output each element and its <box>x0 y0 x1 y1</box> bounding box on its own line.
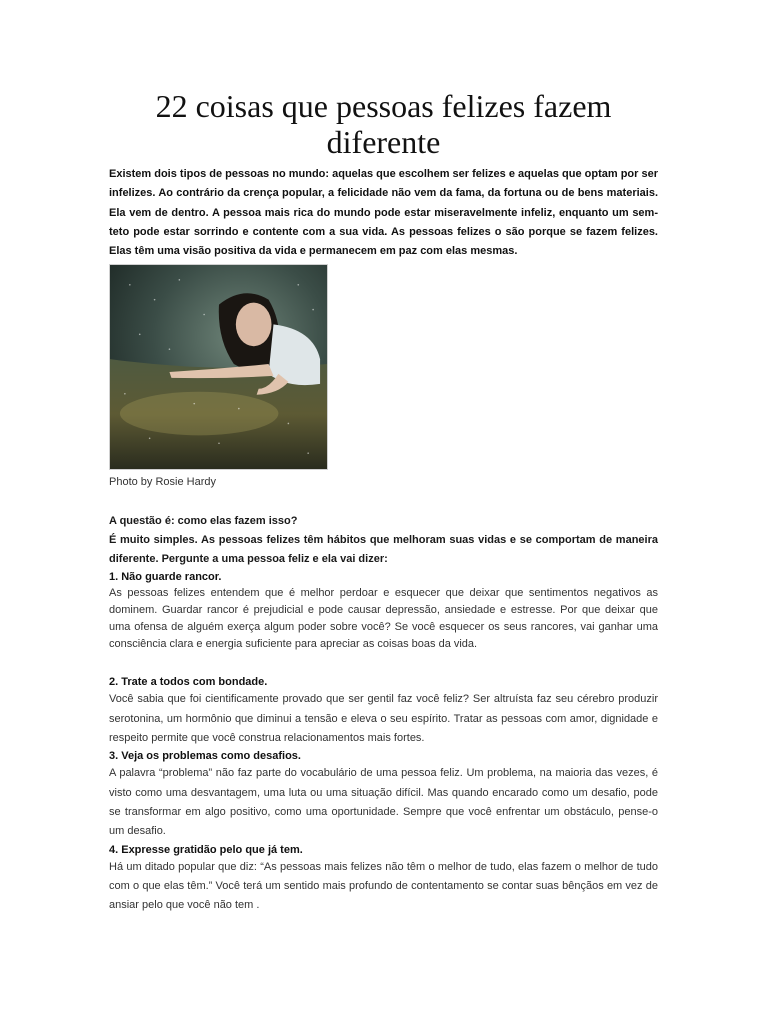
item-text: Há um ditado popular que diz: “As pessoas mais felizes não têm o melhor de tudo, elas fazem o melhor de tudo com o que elas têm.” Você terá um sentido mais profundo de contentamento se contar suas bênçãos em vez de ansiar pelo que você não tem . <box>109 860 658 912</box>
answer-paragraph: É muito simples. As pessoas felizes têm hábitos que melhoram suas vidas e se comportam de maneira diferente. Pergunte a uma pessoa feliz e ela vai dizer: <box>109 534 658 566</box>
list-item <box>109 569 658 653</box>
item-text: As pessoas felizes entendem que é melhor perdoar e esquecer que deixar que sentimentos negativos as dominem. Guardar rancor é prejudicial e pode causar depressão, ansiedade e estresse. Por que deixar que uma ofensa de alguém exerça algum poder sobre você? Se você esquecer os seus rancores, vai ganhar uma consciência clara e energia suficiente para apreciar as coisas boas da vida. <box>109 587 658 651</box>
document-page <box>109 88 658 915</box>
article-photo <box>109 264 328 470</box>
question-line: A questão é: como elas fazem isso? <box>109 515 298 528</box>
item-heading: 3. Veja os problemas como desafios. <box>109 750 301 763</box>
item-heading: 1. Não guarde rancor. <box>109 571 222 584</box>
article-title: 22 coisas que pessoas felizes fazem diferente <box>155 88 612 160</box>
item-text: A palavra “problema” não faz parte do vocabulário de uma pessoa feliz. Um problema, na maioria das vezes, é visto como uma desvantagem, uma luta ou uma situação difícil. Mas quando encarado como um desafio, pode se transformar em algo positivo, como uma oportunidade. Sempre que você enfrentar um obstáculo, pense-o um desafio. <box>109 767 658 838</box>
list-item <box>109 748 658 841</box>
item-text: Você sabia que foi cientificamente provado que ser gentil faz você feliz? Ser altruísta faz seu cérebro produzir serotonina, um hormônio que diminui a tensão e eleva o seu espírito. Tratar as pessoas com amor, dignidade e respeito permite que você construa relacionamentos mais fortes. <box>109 693 658 745</box>
photo-caption: Photo by Rosie Hardy <box>109 476 216 489</box>
item-heading: 4. Expresse gratidão pelo que já tem. <box>109 843 303 856</box>
item-heading: 2. Trate a todos com bondade. <box>109 676 268 689</box>
list-item <box>109 842 658 916</box>
intro-paragraph: Existem dois tipos de pessoas no mundo: aquelas que escolhem ser felizes e aquelas que optam por ser infelizes. Ao contrário da crença popular, a felicidade não vem da fama, da fortuna ou de bens materiais. Ela vem de dentro. A pessoa mais rica do mundo pode estar miseravelmente infeliz, enquanto um sem-teto pode estar sorrindo e contente com a sua vida. As pessoas felizes o são porque se fazem felizes. Elas têm uma visão positiva da vida e permanecem em paz com elas mesmas. <box>109 168 658 258</box>
list-item <box>109 674 658 748</box>
